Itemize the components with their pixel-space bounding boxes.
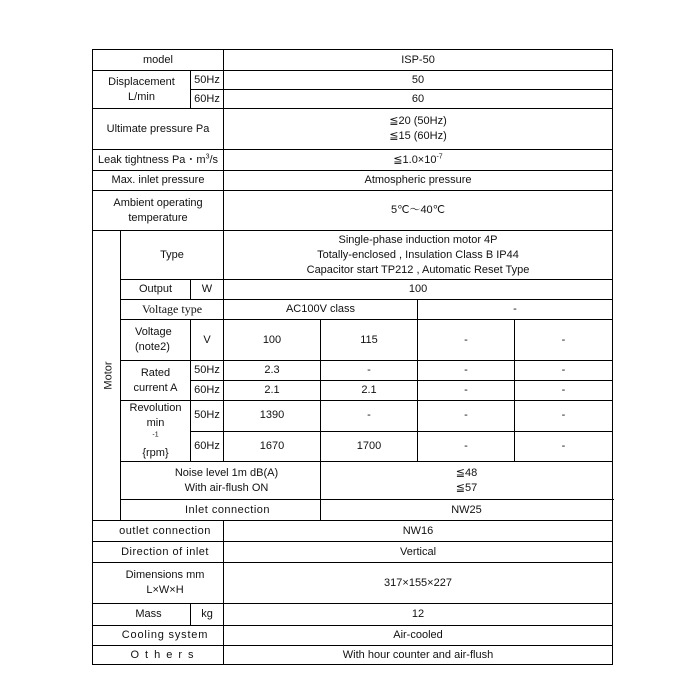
spec-sheet bbox=[92, 49, 613, 665]
direction-label: Direction of inlet bbox=[93, 542, 224, 563]
revolution-label-2-pre: min bbox=[146, 417, 165, 429]
voltage-label bbox=[121, 320, 191, 361]
revolution-60-4: - bbox=[515, 431, 613, 462]
ultimate-pressure-values bbox=[224, 109, 613, 150]
rated-current-50-4: - bbox=[515, 361, 613, 381]
row-revolution-50 bbox=[93, 401, 613, 432]
row-motor-type bbox=[93, 231, 613, 280]
rated-current-hz60: 60Hz bbox=[191, 381, 224, 401]
others-value: With hour counter and air-flush bbox=[224, 646, 613, 665]
rated-current-label bbox=[121, 361, 191, 401]
noise-values bbox=[321, 462, 613, 500]
leak-value-pre: ≦1.0×10 bbox=[393, 153, 437, 166]
revolution-label-1: Revolution bbox=[129, 402, 182, 414]
revolution-50-1: 1390 bbox=[224, 401, 321, 432]
voltage-label-1: Voltage bbox=[135, 326, 172, 338]
rated-current-60-3: - bbox=[418, 381, 515, 401]
row-ambient bbox=[93, 191, 613, 231]
row-cooling bbox=[93, 626, 613, 646]
motor-type-line2: Totally-enclosed , Insulation Class B IP44 bbox=[317, 248, 519, 261]
noise-value-1: ≦48 bbox=[455, 466, 478, 479]
leak-label-pre: Leak tightness Pa・m bbox=[97, 153, 206, 166]
noise-label bbox=[121, 462, 321, 500]
row-inlet bbox=[93, 500, 613, 521]
rated-current-50-1: 2.3 bbox=[224, 361, 321, 381]
row-outlet bbox=[93, 521, 613, 542]
model-label: model bbox=[93, 50, 224, 71]
ambient-label-1: Ambient operating bbox=[113, 196, 203, 209]
voltage-type-label: Voltage type bbox=[121, 300, 224, 320]
noise-value-2: ≦57 bbox=[455, 481, 478, 494]
revolution-hz60: 60Hz bbox=[191, 431, 224, 462]
row-model bbox=[93, 50, 613, 71]
row-leak bbox=[93, 150, 613, 171]
voltage-type-value2: - bbox=[418, 300, 613, 320]
rated-current-label-2: current A bbox=[133, 381, 178, 394]
leak-value-sup: -7 bbox=[436, 152, 443, 160]
displacement-value-50: 50 bbox=[224, 71, 613, 90]
row-max-inlet bbox=[93, 171, 613, 191]
motor-type-line3: Capacitor start TP212 , Automatic Reset Type bbox=[306, 263, 530, 276]
revolution-label-2 bbox=[123, 416, 188, 461]
max-inlet-label: Max. inlet pressure bbox=[93, 171, 224, 191]
rated-current-50-2: - bbox=[321, 361, 418, 381]
leak-label bbox=[93, 150, 224, 171]
cooling-label: Cooling system bbox=[93, 626, 224, 646]
displacement-value-60: 60 bbox=[224, 90, 613, 109]
inlet-value: NW25 bbox=[321, 500, 613, 521]
ambient-label bbox=[93, 191, 224, 231]
output-label: Output bbox=[121, 280, 191, 300]
ambient-label-2: temperature bbox=[128, 211, 188, 224]
revolution-50-3: - bbox=[418, 401, 515, 432]
ultimate-pressure-60: ≦15 (60Hz) bbox=[389, 130, 447, 142]
rated-current-60-1: 2.1 bbox=[224, 381, 321, 401]
row-rated-current-50 bbox=[93, 361, 613, 381]
motor-label-text: Motor bbox=[102, 361, 115, 390]
row-ultimate-pressure bbox=[93, 109, 613, 150]
revolution-60-2: 1700 bbox=[321, 431, 418, 462]
voltage-value-1: 100 bbox=[224, 320, 321, 361]
spec-table bbox=[92, 49, 613, 665]
revolution-50-2: - bbox=[321, 401, 418, 432]
revolution-60-1: 1670 bbox=[224, 431, 321, 462]
voltage-value-4: - bbox=[515, 320, 613, 361]
output-unit: W bbox=[191, 280, 224, 300]
rated-current-60-2: 2.1 bbox=[321, 381, 418, 401]
row-dimensions bbox=[93, 563, 613, 604]
motor-type-value bbox=[224, 231, 613, 280]
row-direction bbox=[93, 542, 613, 563]
rated-current-60-4: - bbox=[515, 381, 613, 401]
voltage-value-3: - bbox=[418, 320, 515, 361]
row-mass bbox=[93, 604, 613, 626]
row-others bbox=[93, 646, 613, 665]
ultimate-pressure-50: ≦20 (50Hz) bbox=[389, 115, 447, 127]
displacement-label bbox=[93, 71, 191, 109]
voltage-type-value1: AC100V class bbox=[224, 300, 418, 320]
motor-type-label: Type bbox=[121, 231, 224, 280]
mass-label: Mass bbox=[93, 604, 191, 626]
noise-label-1: Noise level 1m dB(A) bbox=[174, 466, 279, 479]
motor-type-line1: Single-phase induction motor 4P bbox=[338, 233, 498, 246]
model-value: ISP-50 bbox=[224, 50, 613, 71]
cooling-value: Air-cooled bbox=[224, 626, 613, 646]
cropped-footnote-line bbox=[100, 650, 610, 654]
revolution-50-4: - bbox=[515, 401, 613, 432]
row-output bbox=[93, 280, 613, 300]
outlet-value: NW16 bbox=[224, 521, 613, 542]
revolution-label-2-sup: -1 bbox=[152, 431, 159, 439]
max-inlet-value: Atmospheric pressure bbox=[224, 171, 613, 191]
rated-current-50-3: - bbox=[418, 361, 515, 381]
mass-unit: kg bbox=[191, 604, 224, 626]
row-voltage-type bbox=[93, 300, 613, 320]
dimensions-value: 317×155×227 bbox=[224, 563, 613, 604]
leak-label-sup: 3 bbox=[205, 152, 210, 160]
inlet-label: Inlet connection bbox=[121, 500, 321, 521]
revolution-label bbox=[121, 401, 191, 462]
dimensions-label-2: L×W×H bbox=[146, 584, 184, 596]
dimensions-label-1: Dimensions mm bbox=[125, 569, 205, 581]
output-value: 100 bbox=[224, 280, 613, 300]
voltage-label-2: (note2) bbox=[135, 341, 170, 353]
displacement-hz50: 50Hz bbox=[191, 71, 224, 90]
row-noise bbox=[93, 462, 613, 500]
outlet-label: outlet connection bbox=[93, 521, 224, 542]
revolution-hz50: 50Hz bbox=[191, 401, 224, 432]
displacement-label-text: Displacement bbox=[108, 75, 175, 88]
dimensions-label bbox=[93, 563, 224, 604]
others-label: Others bbox=[93, 646, 224, 665]
direction-value: Vertical bbox=[224, 542, 613, 563]
row-voltage bbox=[93, 320, 613, 361]
ultimate-pressure-label: Ultimate pressure Pa bbox=[93, 109, 224, 150]
revolution-label-2-post: {rpm} bbox=[142, 447, 169, 459]
mass-value: 12 bbox=[224, 604, 613, 626]
voltage-value-2: 115 bbox=[321, 320, 418, 361]
ambient-value: 5℃～40℃ bbox=[224, 191, 613, 231]
voltage-unit: V bbox=[191, 320, 224, 361]
displacement-hz60: 60Hz bbox=[191, 90, 224, 109]
revolution-60-3: - bbox=[418, 431, 515, 462]
noise-label-2: With air-flush ON bbox=[184, 481, 269, 494]
leak-value bbox=[224, 150, 613, 171]
rated-current-label-1: Rated bbox=[140, 366, 171, 379]
displacement-unit: L/min bbox=[128, 90, 155, 103]
leak-label-post: /s bbox=[209, 153, 219, 166]
rated-current-hz50: 50Hz bbox=[191, 361, 224, 381]
motor-group-label bbox=[93, 231, 121, 521]
row-displacement-50 bbox=[93, 71, 613, 90]
